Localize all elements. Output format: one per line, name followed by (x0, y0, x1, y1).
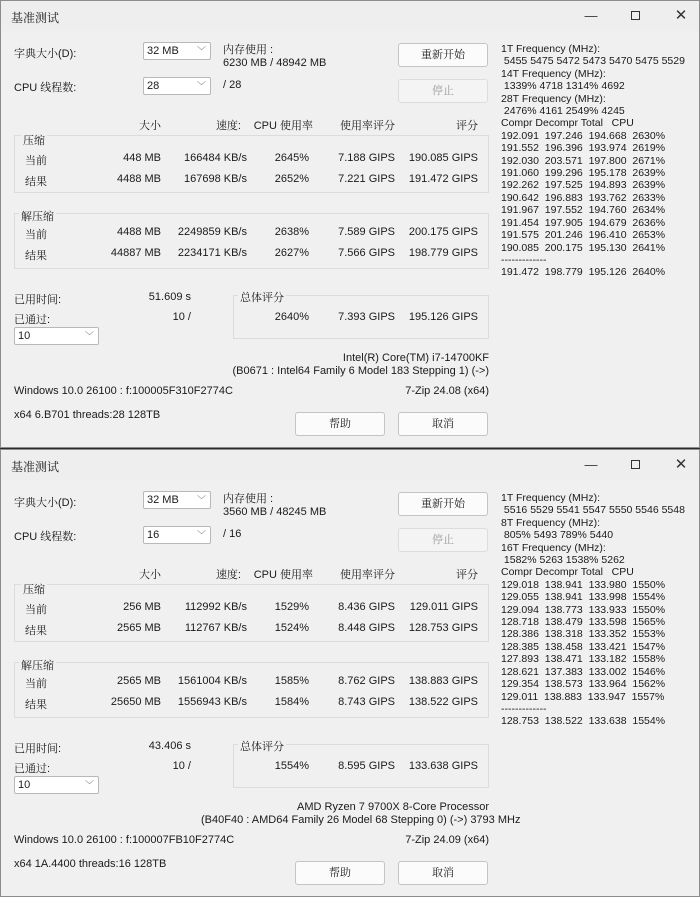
cell-rating: 138.522 GIPS (408, 696, 478, 708)
dictionary-size-select[interactable] (143, 42, 211, 60)
cell-size: 44887 MB (110, 247, 161, 259)
maximize-icon[interactable] (625, 456, 645, 474)
memory-usage-label: 内存使用 : (223, 493, 274, 505)
os-info: Windows 10.0 26100 : f:100005F310F2774C (14, 385, 233, 397)
window-title: 基准测试 (11, 11, 60, 25)
passed-value: 10 / (172, 311, 191, 323)
log-line: 191.575 201.246 196.410 2653% (501, 229, 666, 242)
elapsed-value: 51.609 s (148, 291, 191, 303)
log-line: 5516 5529 5541 5547 5550 5546 5548 (501, 504, 685, 517)
cpu-threads-select[interactable] (143, 77, 211, 95)
cpu-name: AMD Ryzen 7 9700X 8-Core Processor (297, 801, 489, 813)
decompression-title: 解压缩 (19, 208, 56, 224)
cpu-threads-total: / 28 (223, 79, 242, 91)
title-bar (1, 1, 699, 31)
log-line: 8T Frequency (MHz): (501, 516, 600, 529)
restart-button[interactable]: 重新开始 (398, 492, 488, 516)
stop-button[interactable]: 停止 (398, 528, 488, 552)
log-line: 191.060 199.296 195.178 2639% (501, 167, 666, 180)
log-line: 191.472 198.779 195.126 2640% (501, 266, 666, 279)
cell-cpu: 2645% (274, 152, 309, 164)
version-info: 7-Zip 24.08 (x64) (405, 385, 489, 397)
header-rating-usage: 使用率评分 (340, 120, 395, 132)
compression-title: 压缩 (21, 132, 47, 148)
cell-rating-usage: 7.188 GIPS (338, 152, 395, 164)
passes-select[interactable] (14, 327, 99, 345)
cell-speed: 2249859 KB/s (177, 226, 247, 238)
elapsed-label: 已用时间: (14, 294, 62, 306)
close-icon[interactable]: ✕ (674, 7, 688, 24)
cell-rating: 198.779 GIPS (408, 247, 478, 259)
log-line: 129.094 138.773 133.933 1550% (501, 603, 666, 616)
cell-rating: 191.472 GIPS (408, 173, 478, 185)
cell-cpu: 1529% (274, 601, 309, 613)
chevron-down-icon: ﹀ (196, 46, 206, 56)
cell-speed: 167698 KB/s (184, 173, 247, 185)
header-speed: 速度: (215, 120, 241, 132)
cpu-info: (B40F40 : AMD64 Family 26 Model 68 Stepping 0) (->) 3793 MHz (201, 814, 521, 826)
log-panel (501, 43, 685, 279)
compression-title: 压缩 (21, 581, 47, 597)
cell-rating: 128.753 GIPS (408, 622, 478, 634)
log-line: 128.718 138.479 133.598 1565% (501, 616, 666, 629)
cancel-button[interactable]: 取消 (398, 412, 488, 436)
log-line: 192.091 197.246 194.668 2630% (501, 129, 666, 142)
cell-rating: 200.175 GIPS (408, 226, 478, 238)
header-rating: 评分 (456, 569, 478, 581)
cancel-button[interactable]: 取消 (398, 861, 488, 885)
log-line: 129.011 138.883 133.947 1557% (501, 690, 665, 703)
log-line: 28T Frequency (MHz): (501, 92, 606, 105)
log-panel (501, 492, 685, 728)
log-line: 128.386 138.318 133.352 1553% (501, 628, 666, 641)
build-info: x64 6.B701 threads:28 128TB (14, 409, 161, 421)
cell-rating-usage: 8.448 GIPS (338, 622, 395, 634)
total-cpu: 2640% (274, 311, 309, 323)
dictionary-size-label: 字典大小(D): (14, 497, 77, 509)
row-label: 结果 (25, 625, 47, 637)
cpu-threads-label: CPU 线程数: (14, 82, 77, 94)
log-line: Compr Decompr Total CPU (501, 117, 634, 130)
row-label: 结果 (25, 250, 47, 262)
log-line: 1339% 4718 1314% 4692 (501, 80, 625, 93)
cell-cpu: 2652% (274, 173, 309, 185)
log-line: 129.354 138.573 133.964 1562% (501, 678, 666, 691)
log-line: 128.385 138.458 133.421 1547% (501, 640, 666, 653)
header-size: 大小 (139, 569, 161, 581)
log-line: 1T Frequency (MHz): (501, 492, 600, 504)
dictionary-size-select[interactable] (143, 491, 211, 509)
log-line: 191.967 197.552 194.760 2634% (501, 204, 666, 217)
cell-size: 2565 MB (116, 675, 161, 687)
chevron-down-icon: ﹀ (84, 780, 94, 790)
restart-button[interactable]: 重新开始 (398, 43, 488, 67)
cell-size: 2565 MB (116, 622, 161, 634)
stop-button[interactable]: 停止 (398, 79, 488, 103)
cell-speed: 112992 KB/s (184, 601, 247, 613)
log-line: ------------- (501, 253, 547, 266)
cell-speed: 2234171 KB/s (177, 247, 247, 259)
log-line: 128.621 137.383 133.002 1546% (501, 665, 666, 678)
memory-usage-value: 6230 MB / 48942 MB (223, 57, 327, 69)
cpu-threads-value: 28 (147, 80, 160, 92)
row-label: 结果 (25, 176, 47, 188)
cpu-threads-total: / 16 (223, 528, 242, 540)
cpu-name: Intel(R) Core(TM) i7-14700KF (342, 352, 489, 364)
passed-value: 10 / (172, 760, 191, 772)
cell-speed: 112767 KB/s (184, 622, 247, 634)
log-line: ------------- (501, 702, 547, 715)
log-line: 192.030 203.571 197.800 2671% (501, 154, 666, 167)
log-line: Compr Decompr Total CPU (501, 566, 634, 579)
cpu-threads-value: 16 (147, 529, 160, 541)
total-rating: 133.638 GIPS (408, 760, 478, 772)
passed-label: 已通过: (14, 763, 51, 775)
cell-size: 256 MB (123, 601, 161, 613)
memory-usage-label: 内存使用 : (223, 44, 274, 56)
cell-size: 4488 MB (116, 173, 161, 185)
cpu-threads-label: CPU 线程数: (14, 531, 77, 543)
log-line: 805% 5493 789% 5440 (501, 529, 614, 542)
log-line: 129.055 138.941 133.998 1554% (501, 591, 666, 604)
cell-cpu: 2638% (274, 226, 309, 238)
log-line: 2476% 4161 2549% 4245 (501, 105, 625, 118)
decompression-title: 解压缩 (19, 657, 56, 673)
os-info: Windows 10.0 26100 : f:100007FB10F2774C (14, 834, 235, 846)
chevron-down-icon: ﹀ (196, 495, 206, 505)
cell-cpu: 1584% (274, 696, 309, 708)
log-line: 191.552 196.396 193.974 2619% (501, 142, 666, 155)
cell-cpu: 1524% (274, 622, 309, 634)
elapsed-label: 已用时间: (14, 743, 62, 755)
cell-speed: 1561004 KB/s (177, 675, 247, 687)
version-info: 7-Zip 24.09 (x64) (405, 834, 489, 846)
header-rating-usage: 使用率评分 (340, 569, 395, 581)
passes-value: 10 (18, 779, 31, 791)
log-line: 16T Frequency (MHz): (501, 541, 606, 554)
cell-size: 25650 MB (110, 696, 161, 708)
header-rating: 评分 (456, 120, 478, 132)
header-speed: 速度: (215, 569, 241, 581)
minimize-icon[interactable]: — (584, 457, 598, 472)
cell-rating: 138.883 GIPS (408, 675, 478, 687)
elapsed-value: 43.406 s (148, 740, 191, 752)
cell-speed: 1556943 KB/s (177, 696, 247, 708)
cell-size: 4488 MB (116, 226, 161, 238)
cell-rating: 190.085 GIPS (408, 152, 478, 164)
decompression-group (14, 213, 489, 269)
cell-cpu: 2627% (274, 247, 309, 259)
header-size: 大小 (139, 120, 161, 132)
passes-select[interactable] (14, 776, 99, 794)
passed-label: 已通过: (14, 314, 51, 326)
title-bar (1, 450, 699, 480)
chevron-down-icon: ﹀ (196, 81, 206, 91)
benchmark-window-2 (0, 449, 700, 897)
row-label: 当前 (25, 604, 47, 616)
dictionary-size-value: 32 MB (147, 494, 179, 506)
cell-rating-usage: 8.743 GIPS (338, 696, 395, 708)
cpu-threads-select[interactable] (143, 526, 211, 544)
cell-speed: 166484 KB/s (184, 152, 247, 164)
cell-size: 448 MB (123, 152, 161, 164)
log-line: 1T Frequency (MHz): (501, 43, 600, 55)
row-label: 结果 (25, 699, 47, 711)
log-line: 190.085 200.175 195.130 2641% (501, 241, 666, 254)
row-label: 当前 (25, 229, 47, 241)
log-line: 1582% 5263 1538% 5262 (501, 554, 625, 567)
decompression-group (14, 662, 489, 718)
log-line: 129.018 138.941 133.980 1550% (501, 578, 666, 591)
log-line: 190.642 196.883 193.762 2633% (501, 191, 666, 204)
dictionary-size-label: 字典大小(D): (14, 48, 77, 60)
cell-rating-usage: 7.589 GIPS (338, 226, 395, 238)
total-rating-usage: 8.595 GIPS (338, 760, 395, 772)
cell-rating-usage: 8.436 GIPS (338, 601, 395, 613)
chevron-down-icon: ﹀ (84, 331, 94, 341)
help-button[interactable]: 帮助 (295, 861, 385, 885)
cpu-info: (B0671 : Intel64 Family 6 Model 183 Stepping 1) (->) (232, 365, 489, 377)
close-icon[interactable]: ✕ (674, 456, 688, 473)
help-button[interactable]: 帮助 (295, 412, 385, 436)
log-line: 127.893 138.471 133.182 1558% (501, 653, 666, 666)
minimize-icon[interactable]: — (584, 8, 598, 23)
benchmark-window-1 (0, 0, 700, 448)
row-label: 当前 (25, 678, 47, 690)
total-rating: 195.126 GIPS (408, 311, 478, 323)
memory-usage-value: 3560 MB / 48245 MB (223, 506, 327, 518)
cell-rating-usage: 8.762 GIPS (338, 675, 395, 687)
dictionary-size-value: 32 MB (147, 45, 179, 57)
total-rating-title: 总体评分 (238, 738, 286, 754)
cell-rating-usage: 7.566 GIPS (338, 247, 395, 259)
cell-rating-usage: 7.221 GIPS (338, 173, 395, 185)
build-info: x64 1A.4400 threads:16 128TB (14, 858, 167, 870)
log-line: 14T Frequency (MHz): (501, 67, 606, 80)
total-rating-title: 总体评分 (238, 289, 286, 305)
window-title: 基准测试 (11, 460, 60, 474)
cell-rating: 129.011 GIPS (409, 601, 478, 613)
total-rating-usage: 7.393 GIPS (338, 311, 395, 323)
log-line: 192.262 197.525 194.893 2639% (501, 179, 666, 192)
log-line: 5455 5475 5472 5473 5470 5475 5529 (501, 55, 685, 68)
header-cpu-usage: CPU 使用率 (253, 569, 313, 581)
passes-value: 10 (18, 330, 31, 342)
log-line: 191.454 197.905 194.679 2636% (501, 216, 666, 229)
header-cpu-usage: CPU 使用率 (253, 120, 313, 132)
log-line: 128.753 138.522 133.638 1554% (501, 715, 666, 728)
row-label: 当前 (25, 155, 47, 167)
cell-cpu: 1585% (274, 675, 309, 687)
chevron-down-icon: ﹀ (196, 530, 206, 540)
maximize-icon[interactable] (625, 7, 645, 25)
total-cpu: 1554% (274, 760, 309, 772)
